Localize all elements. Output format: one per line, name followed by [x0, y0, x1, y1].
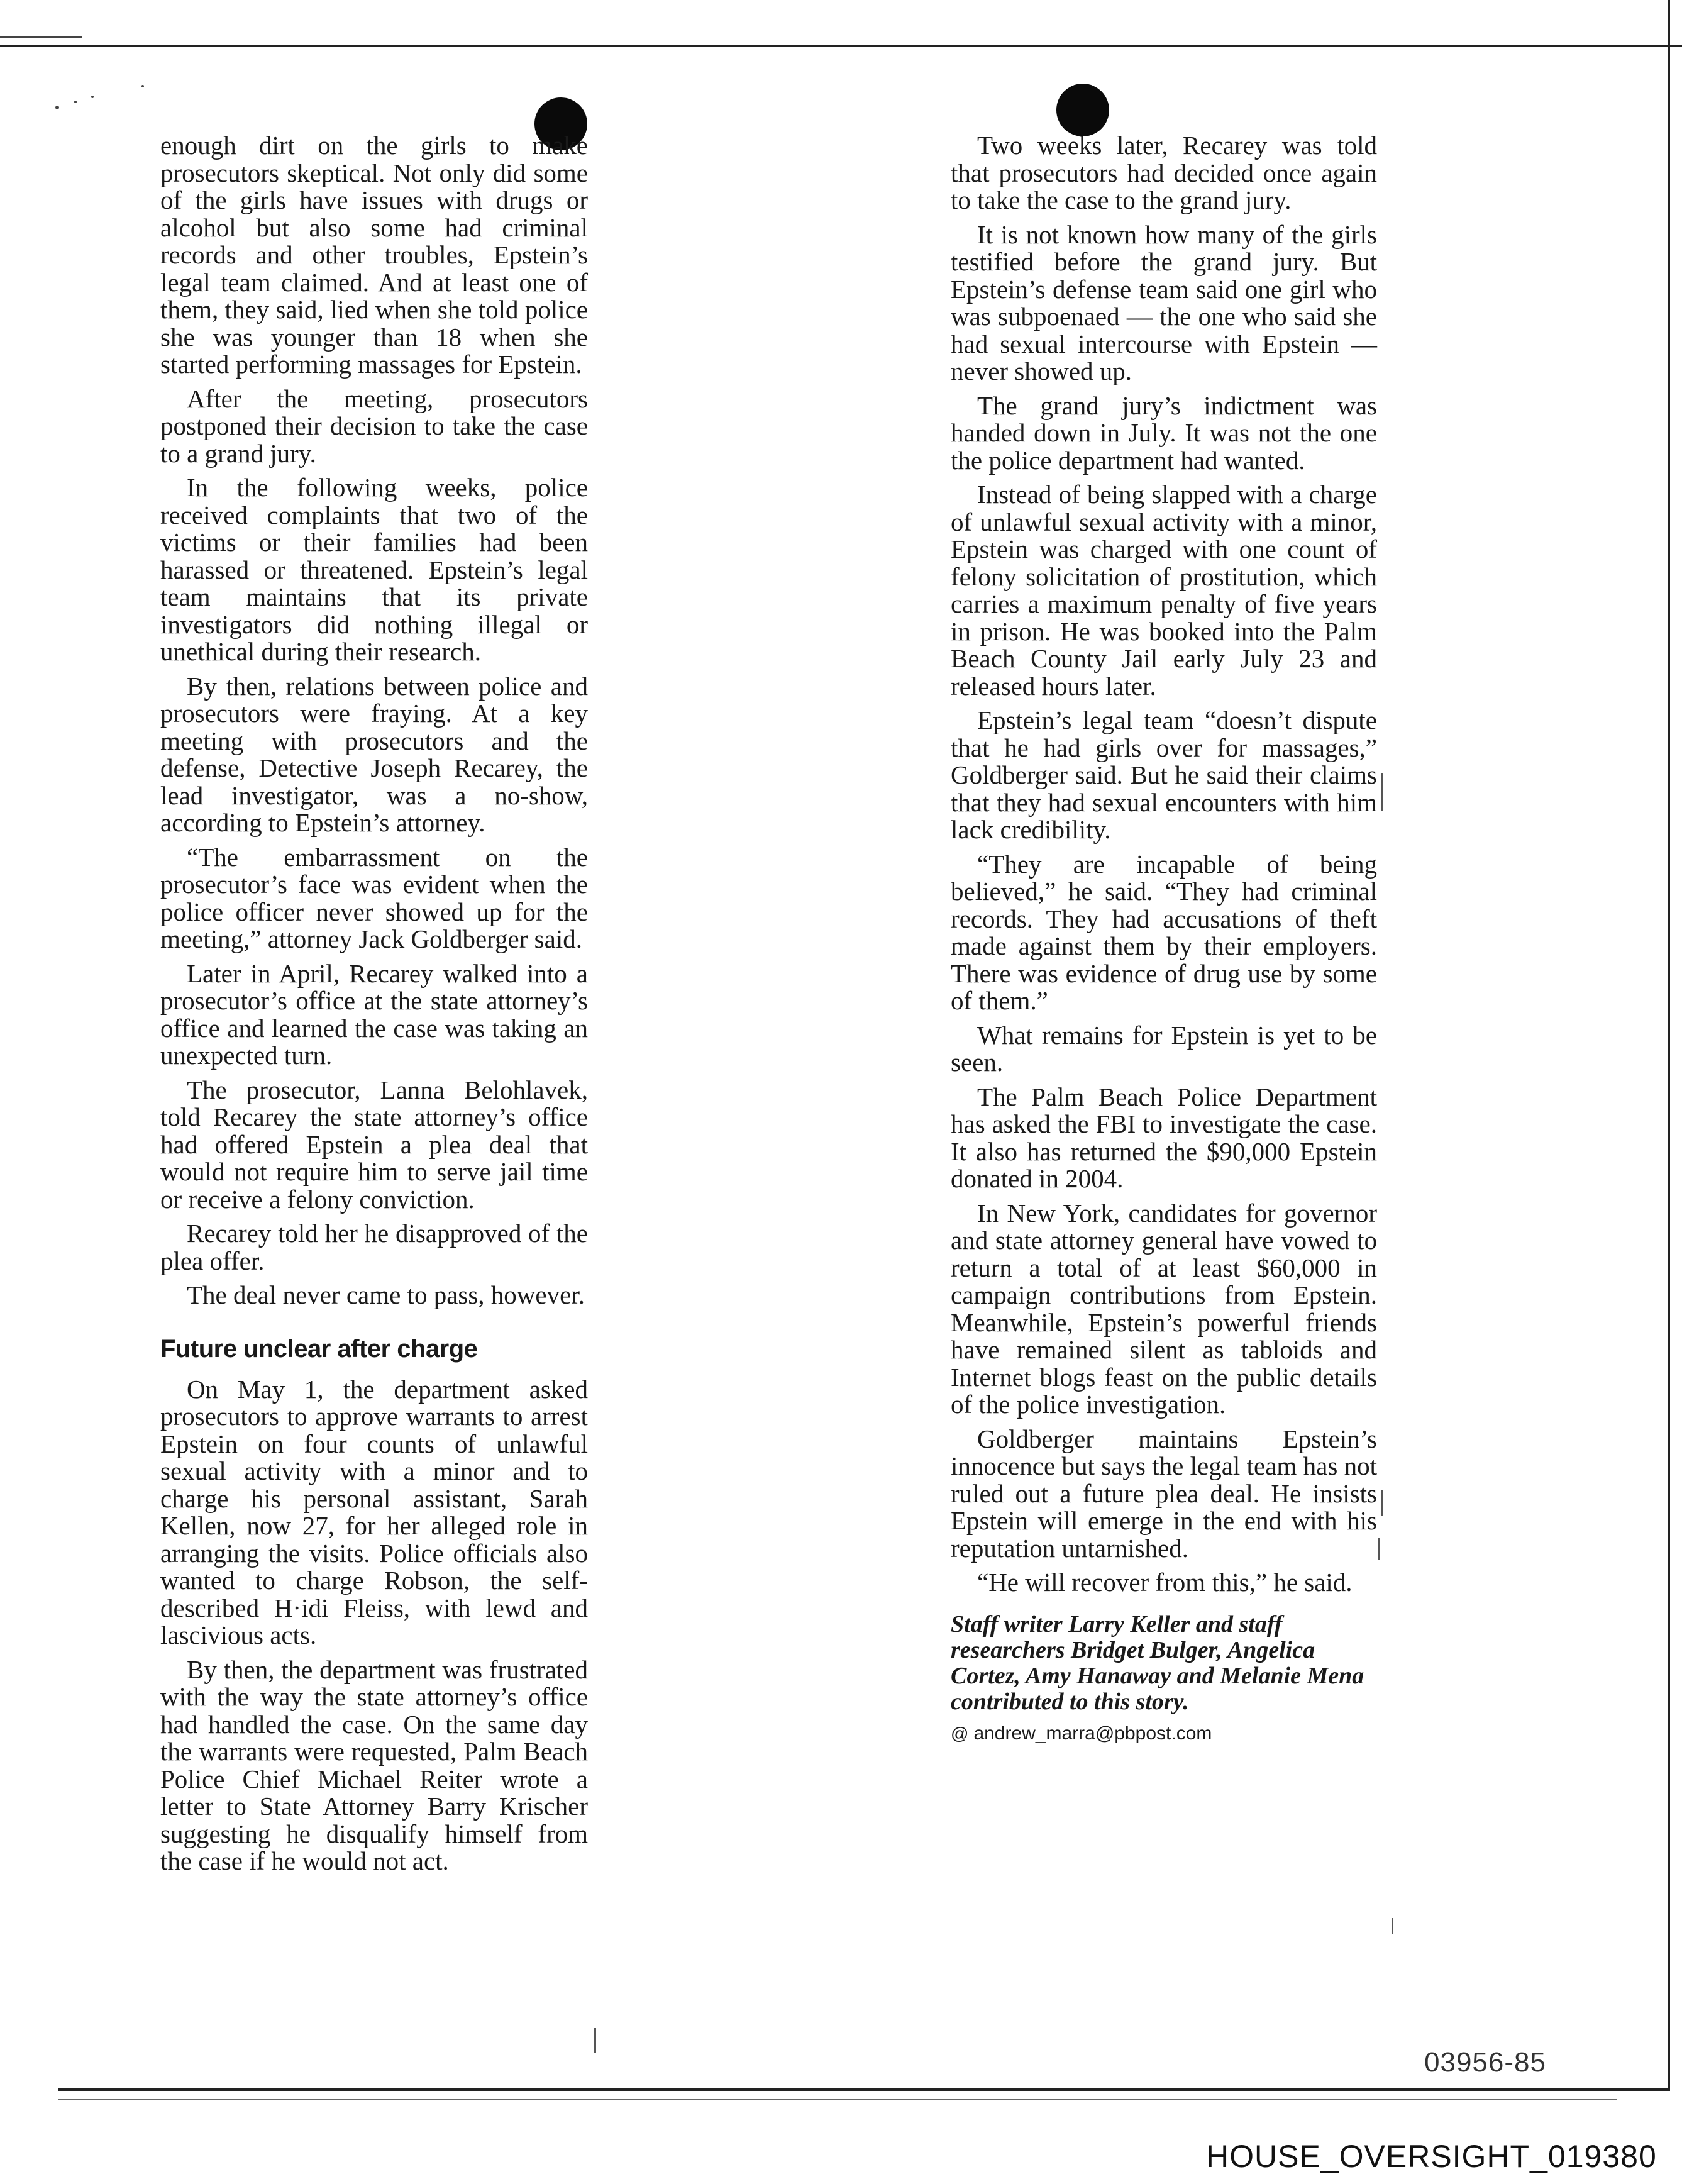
- scan-mark: [1378, 1538, 1380, 1560]
- document-number: 03956-85: [1424, 2047, 1546, 2078]
- article-paragraph: Epstein’s legal team “doesn’t dispute that he had girls over for massages,” Goldberger said. But he said their claims that they had sexual encounters with him lack credibility.: [951, 706, 1377, 844]
- bates-stamp: HOUSE_OVERSIGHT_019380: [1206, 2139, 1657, 2174]
- article-paragraph: It is not known how many of the girls testified before the grand jury. But Epstein’s defense team said one girl who was subpoenaed — the one who said she had sexual intercourse with Epstein — never showed up.: [951, 219, 1377, 385]
- article-paragraph: By then, the department was frustrated with the way the state attorney’s office had handled the case. On the same day the warrants were requested, Palm Beach Police Chief Michael Reiter wrote a letter to State Attorney Barry Krischer suggesting he disqualify himself from the case if he would not act.: [160, 1655, 588, 1875]
- email-at-icon: @: [951, 1723, 969, 1743]
- article-paragraph: Later in April, Recarey walked into a prosecutor’s office at the state attorney’s office and learned the case was taking an unexpected turn.: [160, 958, 588, 1070]
- scan-mark: [1381, 1490, 1383, 1516]
- scan-speck: [91, 96, 94, 98]
- article-paragraph: In the following weeks, police received complaints that two of the victims or their families had been harassed or threatened. Epstein’s legal team maintains that its private investigators did nothing illegal or unethical during their research.: [160, 473, 588, 666]
- article-paragraph: The Palm Beach Police Department has asked the FBI to investigate the case. It also has returned the $90,000 Epstein donated in 2004.: [951, 1082, 1377, 1193]
- article-paragraph: The prosecutor, Lanna Belohlavek, told Recarey the state attorney’s office had offered Epstein a plea deal that would not require him to serve jail time or receive a felony conviction.: [160, 1075, 588, 1214]
- article-paragraph: What remains for Epstein is yet to be seen.: [951, 1020, 1377, 1077]
- article-paragraph: “He will recover from this,” he said.: [977, 1568, 1353, 1597]
- scan-border-top-edge: [0, 36, 82, 38]
- scan-mark: [1381, 773, 1383, 811]
- scan-border-right: [1668, 0, 1670, 2091]
- scan-border-bottom-shadow: [58, 2099, 1617, 2100]
- article-column-right: [951, 132, 1377, 1745]
- author-email: andrew_marra@pbpost.com: [973, 1722, 1212, 1744]
- article-paragraph: Two weeks later, Recarey was told that prosecutors had decided once again to take the case to the grand jury.: [951, 131, 1377, 214]
- scan-mark: [1392, 1918, 1393, 1934]
- article-paragraph: On May 1, the department asked prosecutors to approve warrants to arrest Epstein on four counts of unlawful sexual activity with a minor and to charge his personal assistant, Sarah Kellen, now 27, for her alleged role in arranging the visits. Police officials also wanted to charge Robson, the self-described H·idi Fleiss, with lewd and lascivious acts.: [160, 1374, 588, 1649]
- article-column-left: [160, 132, 588, 1882]
- article-paragraph: After the meeting, prosecutors postponed their decision to take the case to a grand jury.: [160, 384, 588, 468]
- article-paragraph: In New York, candidates for governor and state attorney general have vowed to return a total of at least $60,000 in campaign contributions from Epstein. Meanwhile, Epstein’s powerful friends have remained silent as tabloids and Internet blogs feast on the public details of the police investigation.: [951, 1198, 1377, 1419]
- scan-speck: [74, 101, 77, 103]
- article-paragraph: “They are incapable of being believed,” he said. “They had criminal records. They had accusations of theft made against them by their employers. There was evidence of drug use by some of them.”: [951, 849, 1377, 1015]
- scan-speck: [55, 106, 59, 109]
- scan-speck: [141, 85, 144, 87]
- article-paragraph: “The embarrassment on the prosecutor’s face was evident when the police officer never showed up for the meeting,” attorney Jack Goldberger said.: [160, 842, 588, 953]
- article-paragraph: The grand jury’s indictment was handed down in July. It was not the one the police department had wanted.: [951, 391, 1377, 475]
- article-paragraph: The deal never came to pass, however.: [187, 1280, 585, 1309]
- author-email-line: [951, 1722, 1377, 1745]
- section-subhead: Future unclear after charge: [160, 1334, 478, 1363]
- staff-byline: Staff writer Larry Keller and staff researchers Bridget Bulger, Angelica Cortez, Amy Hanaway and Melanie Mena contributed to this story.: [951, 1610, 1364, 1715]
- scan-border-bottom: [58, 2088, 1669, 2091]
- article-paragraph: Instead of being slapped with a charge of unlawful sexual activity with a minor, Epstein was charged with one count of felony solicitation of prostitution, which carries a maximum penalty of five years in prison. He was booked into the Palm Beach County Jail early July 23 and released hours later.: [951, 480, 1377, 701]
- punch-hole-right: [1056, 84, 1109, 136]
- article-paragraph: enough dirt on the girls to make prosecutors skeptical. Not only did some of the girls have issues with drugs or alcohol but also some had criminal records and other troubles, Epstein’s legal team claimed. And at least one of them, they said, lied when she told police she was younger than 18 when she started performing massages for Epstein.: [160, 131, 588, 379]
- article-paragraph: Recarey told her he disapproved of the plea offer.: [160, 1219, 588, 1275]
- article-paragraph: Goldberger maintains Epstein’s innocence but says the legal team has not ruled out a future plea deal. He insists Epstein will emerge in the end with his reputation untarnished.: [951, 1424, 1377, 1563]
- scan-mark: [594, 2028, 596, 2053]
- scan-border-top: [0, 45, 1682, 47]
- article-paragraph: By then, relations between police and prosecutors were fraying. At a key meeting with prosecutors and the defense, Detective Joseph Recarey, the lead investigator, was a no-show, according to Epstein’s attorney.: [160, 671, 588, 837]
